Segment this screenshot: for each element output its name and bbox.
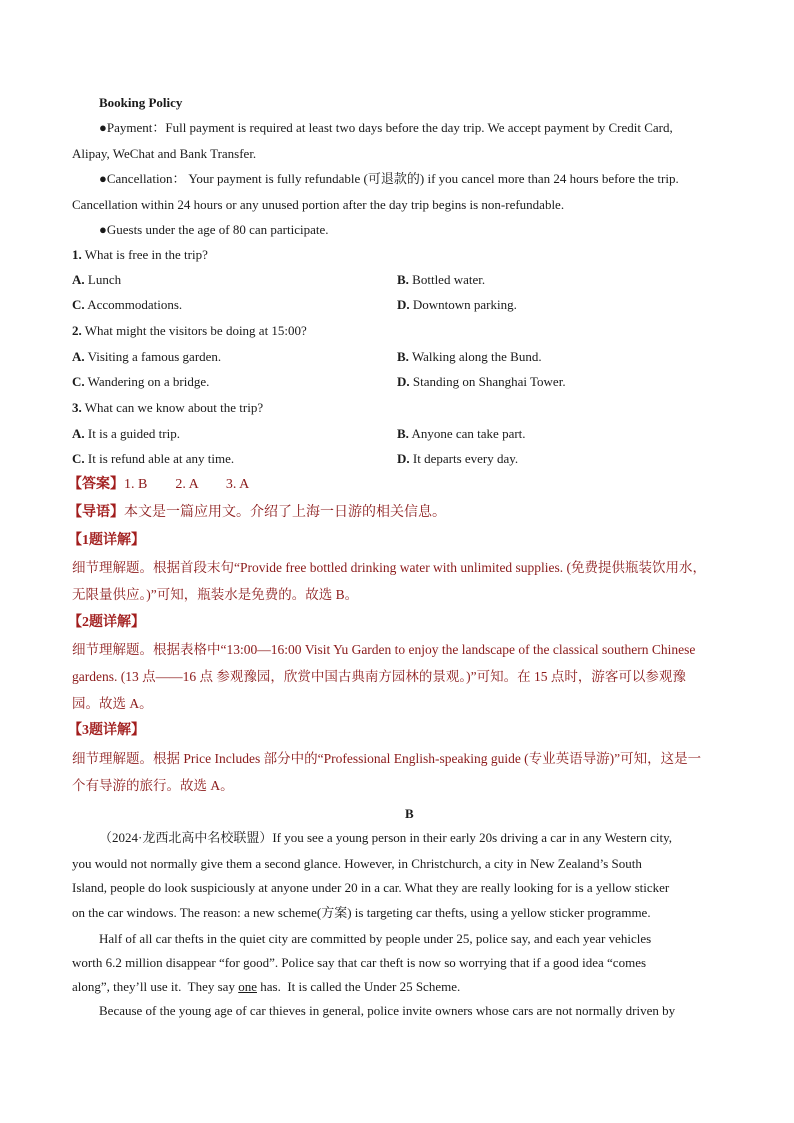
q2-option-a	[72, 348, 221, 366]
question-number: 3.	[72, 400, 82, 415]
option-text: It is a guided trip.	[87, 426, 180, 441]
b-paragraph-1-line-3: Island, people do look suspiciously at anyone under 20 in a car. What they are really looking for is a yellow sticker	[72, 880, 670, 895]
q1-option-b	[397, 271, 485, 289]
option-text: Accommodations.	[87, 297, 183, 312]
question-text: What is free in the trip?	[84, 247, 208, 262]
detail-2-line-1: 细节理解题。根据表格中“13:00—16:00 Visit Yu Garden to enjoy the landscape of the classical southern Chinese	[72, 642, 696, 657]
option-letter: D.	[397, 374, 410, 389]
guide-line	[68, 504, 446, 522]
q3-option-a	[72, 425, 180, 443]
q3-option-b	[397, 425, 526, 443]
detail-3-line-1: 细节理解题。根据 Price Includes 部分中的“Professional English-speaking guide (专业英语导游)”可知，这是一	[72, 751, 702, 766]
question-3	[72, 399, 263, 417]
b-paragraph-2-text-b: has. It is called the Under 25 Scheme.	[256, 979, 461, 994]
detail-1-line-1: 细节理解题。根据首段末句“Provide free bottled drinking water with unlimited supplies. (免费提供瓶装饮用水，	[72, 560, 707, 575]
q1-option-d	[397, 296, 517, 314]
option-letter: C.	[72, 374, 85, 389]
question-text: What can we know about the trip?	[84, 400, 264, 415]
guide-label: 【导语】	[68, 505, 124, 520]
b-paragraph-2-line-3	[72, 978, 460, 996]
q2-option-c	[72, 373, 209, 391]
option-text: Downtown parking.	[412, 297, 517, 312]
b-paragraph-2-line-2: worth 6.2 million disappear “for good”. Police say that car theft is now so worrying that if a good idea “comes	[72, 955, 647, 970]
q3-option-c	[72, 450, 234, 468]
option-letter: B.	[397, 272, 409, 287]
detail-2-line-3: 园。故选 A。	[72, 696, 153, 711]
guide-text: 本文是一篇应用文。介绍了上海一日游的相关信息。	[124, 505, 446, 520]
option-letter: A.	[72, 349, 85, 364]
booking-policy-title: Booking Policy	[99, 95, 183, 110]
payment-line-1: ●Payment：Full payment is required at least two days before the day trip. We accept payment by Credit Card,	[99, 120, 673, 135]
option-text: It is refund able at any time.	[87, 451, 235, 466]
b-paragraph-2-text-a: along”, they’ll use it. They say	[72, 979, 239, 994]
option-letter: A.	[72, 426, 85, 441]
payment-line-2: Alipay, WeChat and Bank Transfer.	[72, 146, 257, 161]
answer-values: 1. B 2. A 3. A	[124, 477, 250, 492]
question-1	[72, 246, 208, 264]
option-letter: B.	[397, 426, 409, 441]
option-text: Bottled water.	[412, 272, 486, 287]
q1-option-a	[72, 271, 121, 289]
option-letter: D.	[397, 297, 410, 312]
option-letter: A.	[72, 272, 85, 287]
q2-option-b	[397, 348, 542, 366]
option-text: Anyone can take part.	[411, 426, 526, 441]
question-text: What might the visitors be doing at 15:00?	[84, 323, 307, 338]
q3-option-d	[397, 450, 518, 468]
option-text: Standing on Shanghai Tower.	[412, 374, 566, 389]
detail-3-label: 【3题详解】	[68, 723, 145, 738]
cancellation-line-1: ●Cancellation： Your payment is fully refundable (可退款的) if you cancel more than 24 hours before the trip.	[99, 171, 679, 186]
detail-3-line-2: 个有导游的旅行。故选 A。	[72, 778, 234, 793]
cancellation-line-2: Cancellation within 24 hours or any unused portion after the day trip begins is non-refundable.	[72, 197, 565, 212]
option-text: Visiting a famous garden.	[87, 349, 222, 364]
underlined-word: one	[238, 979, 257, 994]
detail-1-label: 【1题详解】	[68, 533, 145, 548]
option-text: It departs every day.	[412, 451, 519, 466]
option-letter: C.	[72, 297, 85, 312]
option-text: Wandering on a bridge.	[87, 374, 210, 389]
detail-2-label: 【2题详解】	[68, 615, 145, 630]
b-paragraph-2-line-1: Half of all car thefts in the quiet city are committed by people under 25, police say, and each year vehicles	[99, 931, 652, 946]
b-paragraph-1-line-4: on the car windows. The reason: a new scheme(方案) is targeting car thefts, using a yellow sticker programme.	[72, 905, 651, 920]
option-letter: B.	[397, 349, 409, 364]
option-text: Walking along the Bund.	[411, 349, 542, 364]
option-text: Lunch	[87, 272, 122, 287]
answer-line	[68, 476, 249, 494]
b-paragraph-3-line-1: Because of the young age of car thieves in general, police invite owners whose cars are not normally driven by	[99, 1003, 676, 1018]
answer-label: 【答案】	[68, 477, 124, 492]
question-number: 2.	[72, 323, 82, 338]
section-b-heading: B	[405, 806, 414, 821]
detail-2-line-2: gardens. (13 点——16 点 参观豫园，欣赏中国古典南方园林的景观。)”可知。在 15 点时，游客可以参观豫	[72, 669, 686, 684]
q2-option-d	[397, 373, 566, 391]
question-number: 1.	[72, 247, 82, 262]
guests-line: ●Guests under the age of 80 can participate.	[99, 222, 329, 237]
b-paragraph-1-line-2: you would not normally give them a second glance. However, in Christchurch, a city in New Zealand’s South	[72, 856, 642, 871]
detail-1-line-2: 无限量供应。)”可知，瓶装水是免费的。故选 B。	[72, 587, 359, 602]
option-letter: D.	[397, 451, 410, 466]
b-paragraph-1-line-1: （2024·龙西北高中名校联盟）If you see a young person in their early 20s driving a car in any Western city,	[99, 830, 672, 845]
q1-option-c	[72, 296, 182, 314]
option-letter: C.	[72, 451, 85, 466]
question-2	[72, 322, 307, 340]
